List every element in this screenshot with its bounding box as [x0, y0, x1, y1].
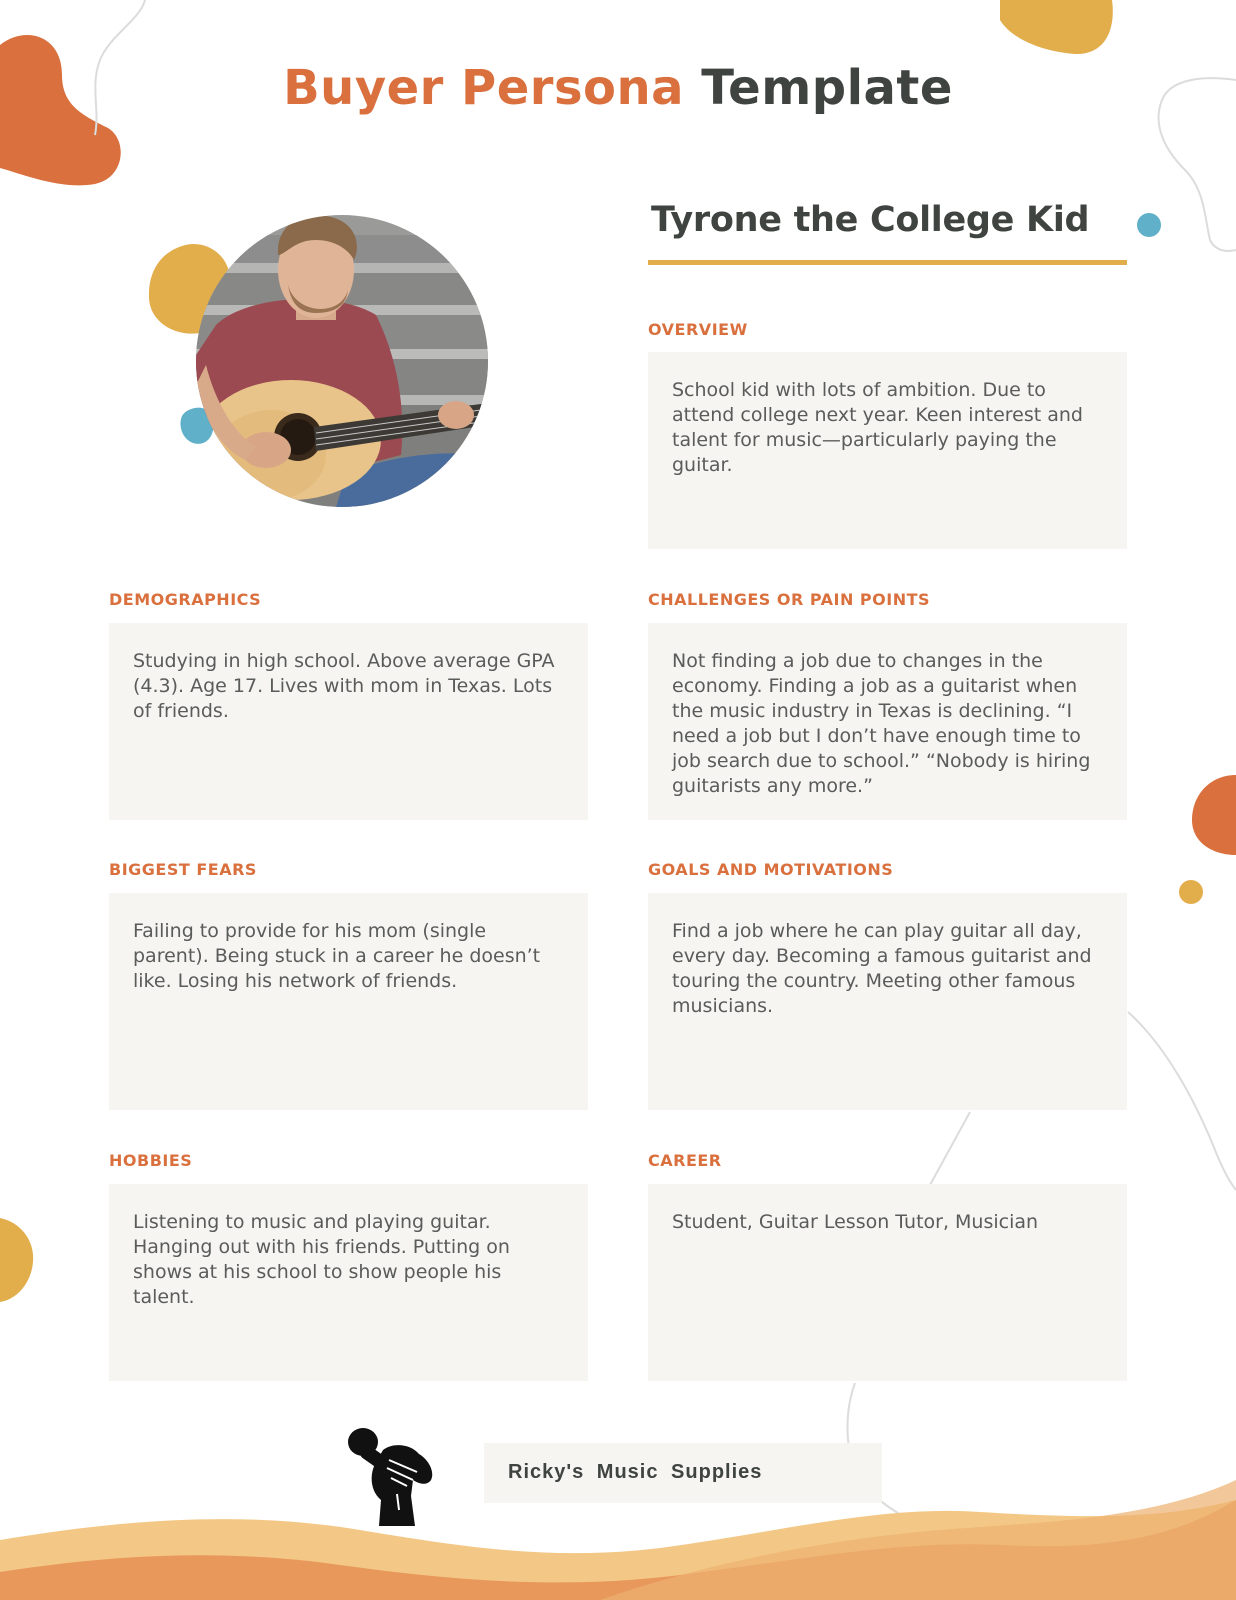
yellow-dot-right: [1179, 880, 1203, 904]
fears-text: Failing to provide for his mom (single parent). Being stuck in a career he doesn’t like. Losing his network of friends.: [133, 920, 541, 992]
career-text: Student, Guitar Lesson Tutor, Musician: [672, 1211, 1039, 1233]
overview-box: [648, 352, 1127, 549]
yellow-blob-left: [0, 1218, 33, 1302]
career-box: [648, 1184, 1127, 1381]
goals-text: Find a job where he can play guitar all day, every day. Becoming a famous guitarist and touring the country. Meeting other famous musicians.: [672, 920, 1092, 1017]
persona-name: Tyrone the College Kid: [651, 200, 1090, 240]
overview-text: School kid with lots of ambition. Due to attend college next year. Keen interest and talent for music—particularly paying the guitar.: [672, 379, 1083, 476]
title-part-buyer-persona: Buyer Persona: [283, 60, 685, 116]
orange-blob-right: [1192, 775, 1236, 855]
persona-name-underline: [648, 260, 1127, 265]
challenges-text: Not finding a job due to changes in the economy. Finding a job as a guitarist when the music industry in Texas is declining. “I need a job but I don’t have enough time to job search due to school.” “Nobody is hiring guitarists any more.”: [672, 650, 1091, 797]
guitarist-photo-icon: [196, 215, 488, 507]
challenges-box: [648, 623, 1127, 820]
brand-name: Ricky's Music Supplies: [508, 1461, 763, 1483]
demographics-text: Studying in high school. Above average GPA (4.3). Age 17. Lives with mom in Texas. Lots of friends.: [133, 650, 555, 722]
overview-label: OVERVIEW: [648, 320, 748, 339]
persona-photo: [196, 215, 488, 507]
page-title: [0, 60, 1236, 116]
hobbies-text: Listening to music and playing guitar. Hanging out with his friends. Putting on shows at his school to show people his talent.: [133, 1211, 510, 1308]
challenges-label: CHALLENGES OR PAIN POINTS: [648, 590, 931, 609]
thin-line-diagonal: [930, 1112, 970, 1185]
thin-line-lower-right: [1128, 1012, 1236, 1190]
goals-label: GOALS AND MOTIVATIONS: [648, 860, 894, 879]
goals-box: [648, 893, 1127, 1110]
demographics-box: [109, 623, 588, 820]
title-part-template: Template: [701, 60, 953, 116]
hobbies-label: HOBBIES: [109, 1151, 193, 1170]
career-label: CAREER: [648, 1151, 722, 1170]
demographics-label: DEMOGRAPHICS: [109, 590, 262, 609]
fist-microphone-icon: [345, 1420, 445, 1530]
brand-name-box: [484, 1443, 882, 1503]
blue-dot-decoration: [1137, 213, 1161, 237]
yellow-blob-top-right: [1000, 0, 1113, 54]
fears-box: [109, 893, 588, 1110]
hobbies-box: [109, 1184, 588, 1381]
fears-label: BIGGEST FEARS: [109, 860, 257, 879]
